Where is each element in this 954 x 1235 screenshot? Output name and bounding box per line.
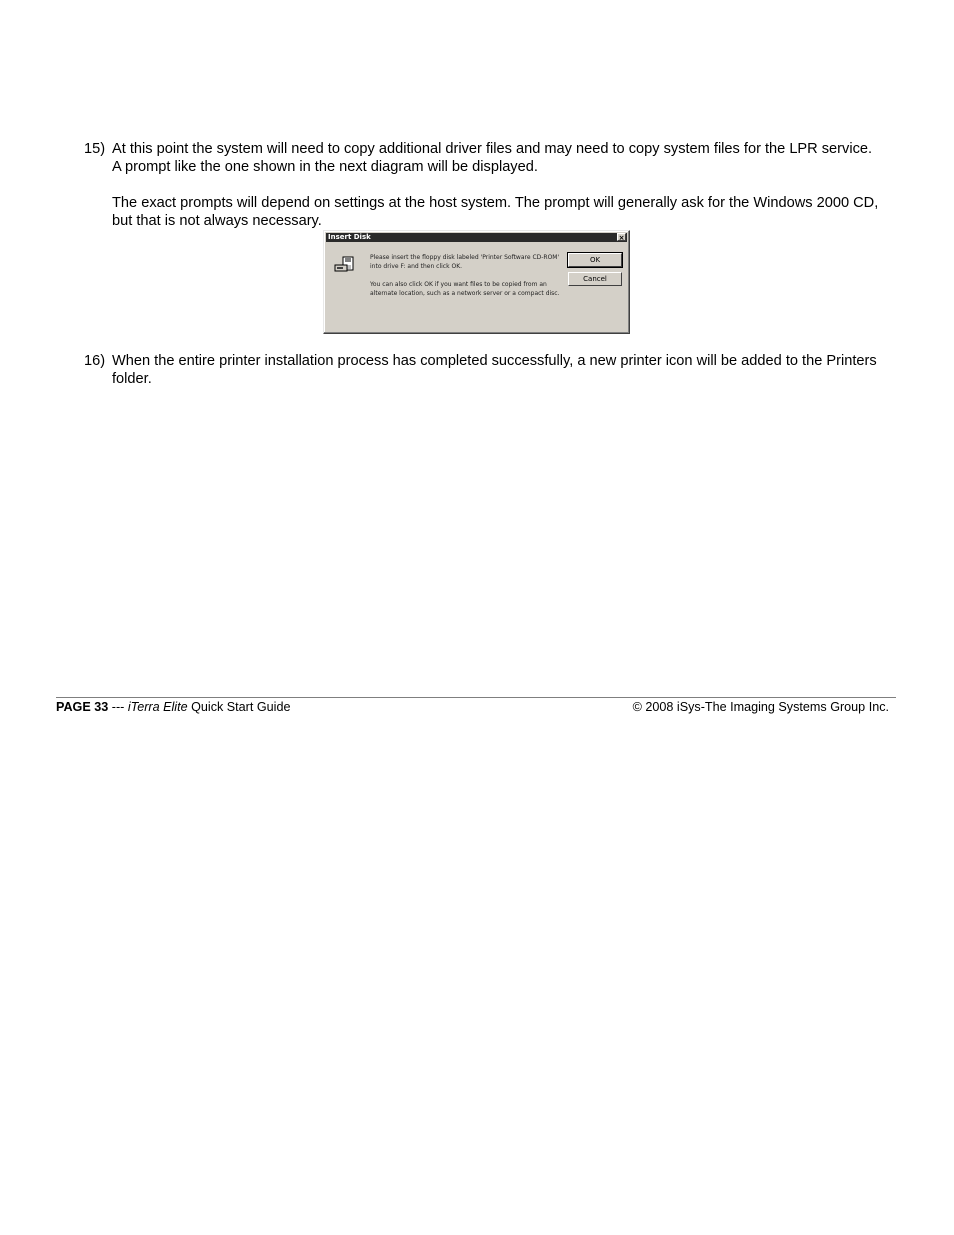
copyright-notice: © 2008 iSys-The Imaging Systems Group Inc. <box>632 700 889 714</box>
step-paragraph: The exact prompts will depend on settings at the host system. The prompt will generally ask for the Windows 2000 CD, but that is not always necessary. <box>112 195 879 229</box>
ok-button[interactable]: OK <box>568 253 622 267</box>
insert-disk-dialog <box>323 230 630 334</box>
dialog-message-line: You can also click OK if you want files to be copied from an alternate location, such as a network server or a compact disc. <box>370 281 560 297</box>
product-name: iTerra Elite <box>127 700 188 714</box>
footer-page-info <box>56 700 290 715</box>
dialog-message <box>370 253 570 298</box>
guide-title: Quick Start Guide <box>187 700 291 714</box>
footer-divider <box>56 697 896 698</box>
step-number: 16) <box>84 353 106 369</box>
close-icon[interactable]: × <box>618 234 625 242</box>
dialog-message-line: Please insert the floppy disk labeled 'Printer Software CD-ROM' into drive F: and then click OK. <box>370 254 560 270</box>
page-number: PAGE 33 <box>56 700 109 714</box>
cancel-button[interactable]: Cancel <box>568 272 622 286</box>
step-number: 15) <box>84 141 106 157</box>
step-16 <box>84 352 884 388</box>
step-paragraph: At this point the system will need to copy additional driver files and may need to copy system files for the LPR service. A prompt like the one shown in the next diagram will be displayed. <box>112 141 873 175</box>
dialog-titlebar <box>326 233 627 242</box>
step-paragraph: When the entire printer installation process has completed successfully, a new printer icon will be added to the Printers folder. <box>112 353 877 387</box>
step-15 <box>84 140 884 230</box>
dialog-title: Insert Disk <box>328 233 371 241</box>
footer-separator: --- <box>108 700 128 714</box>
floppy-disk-icon <box>334 255 354 273</box>
